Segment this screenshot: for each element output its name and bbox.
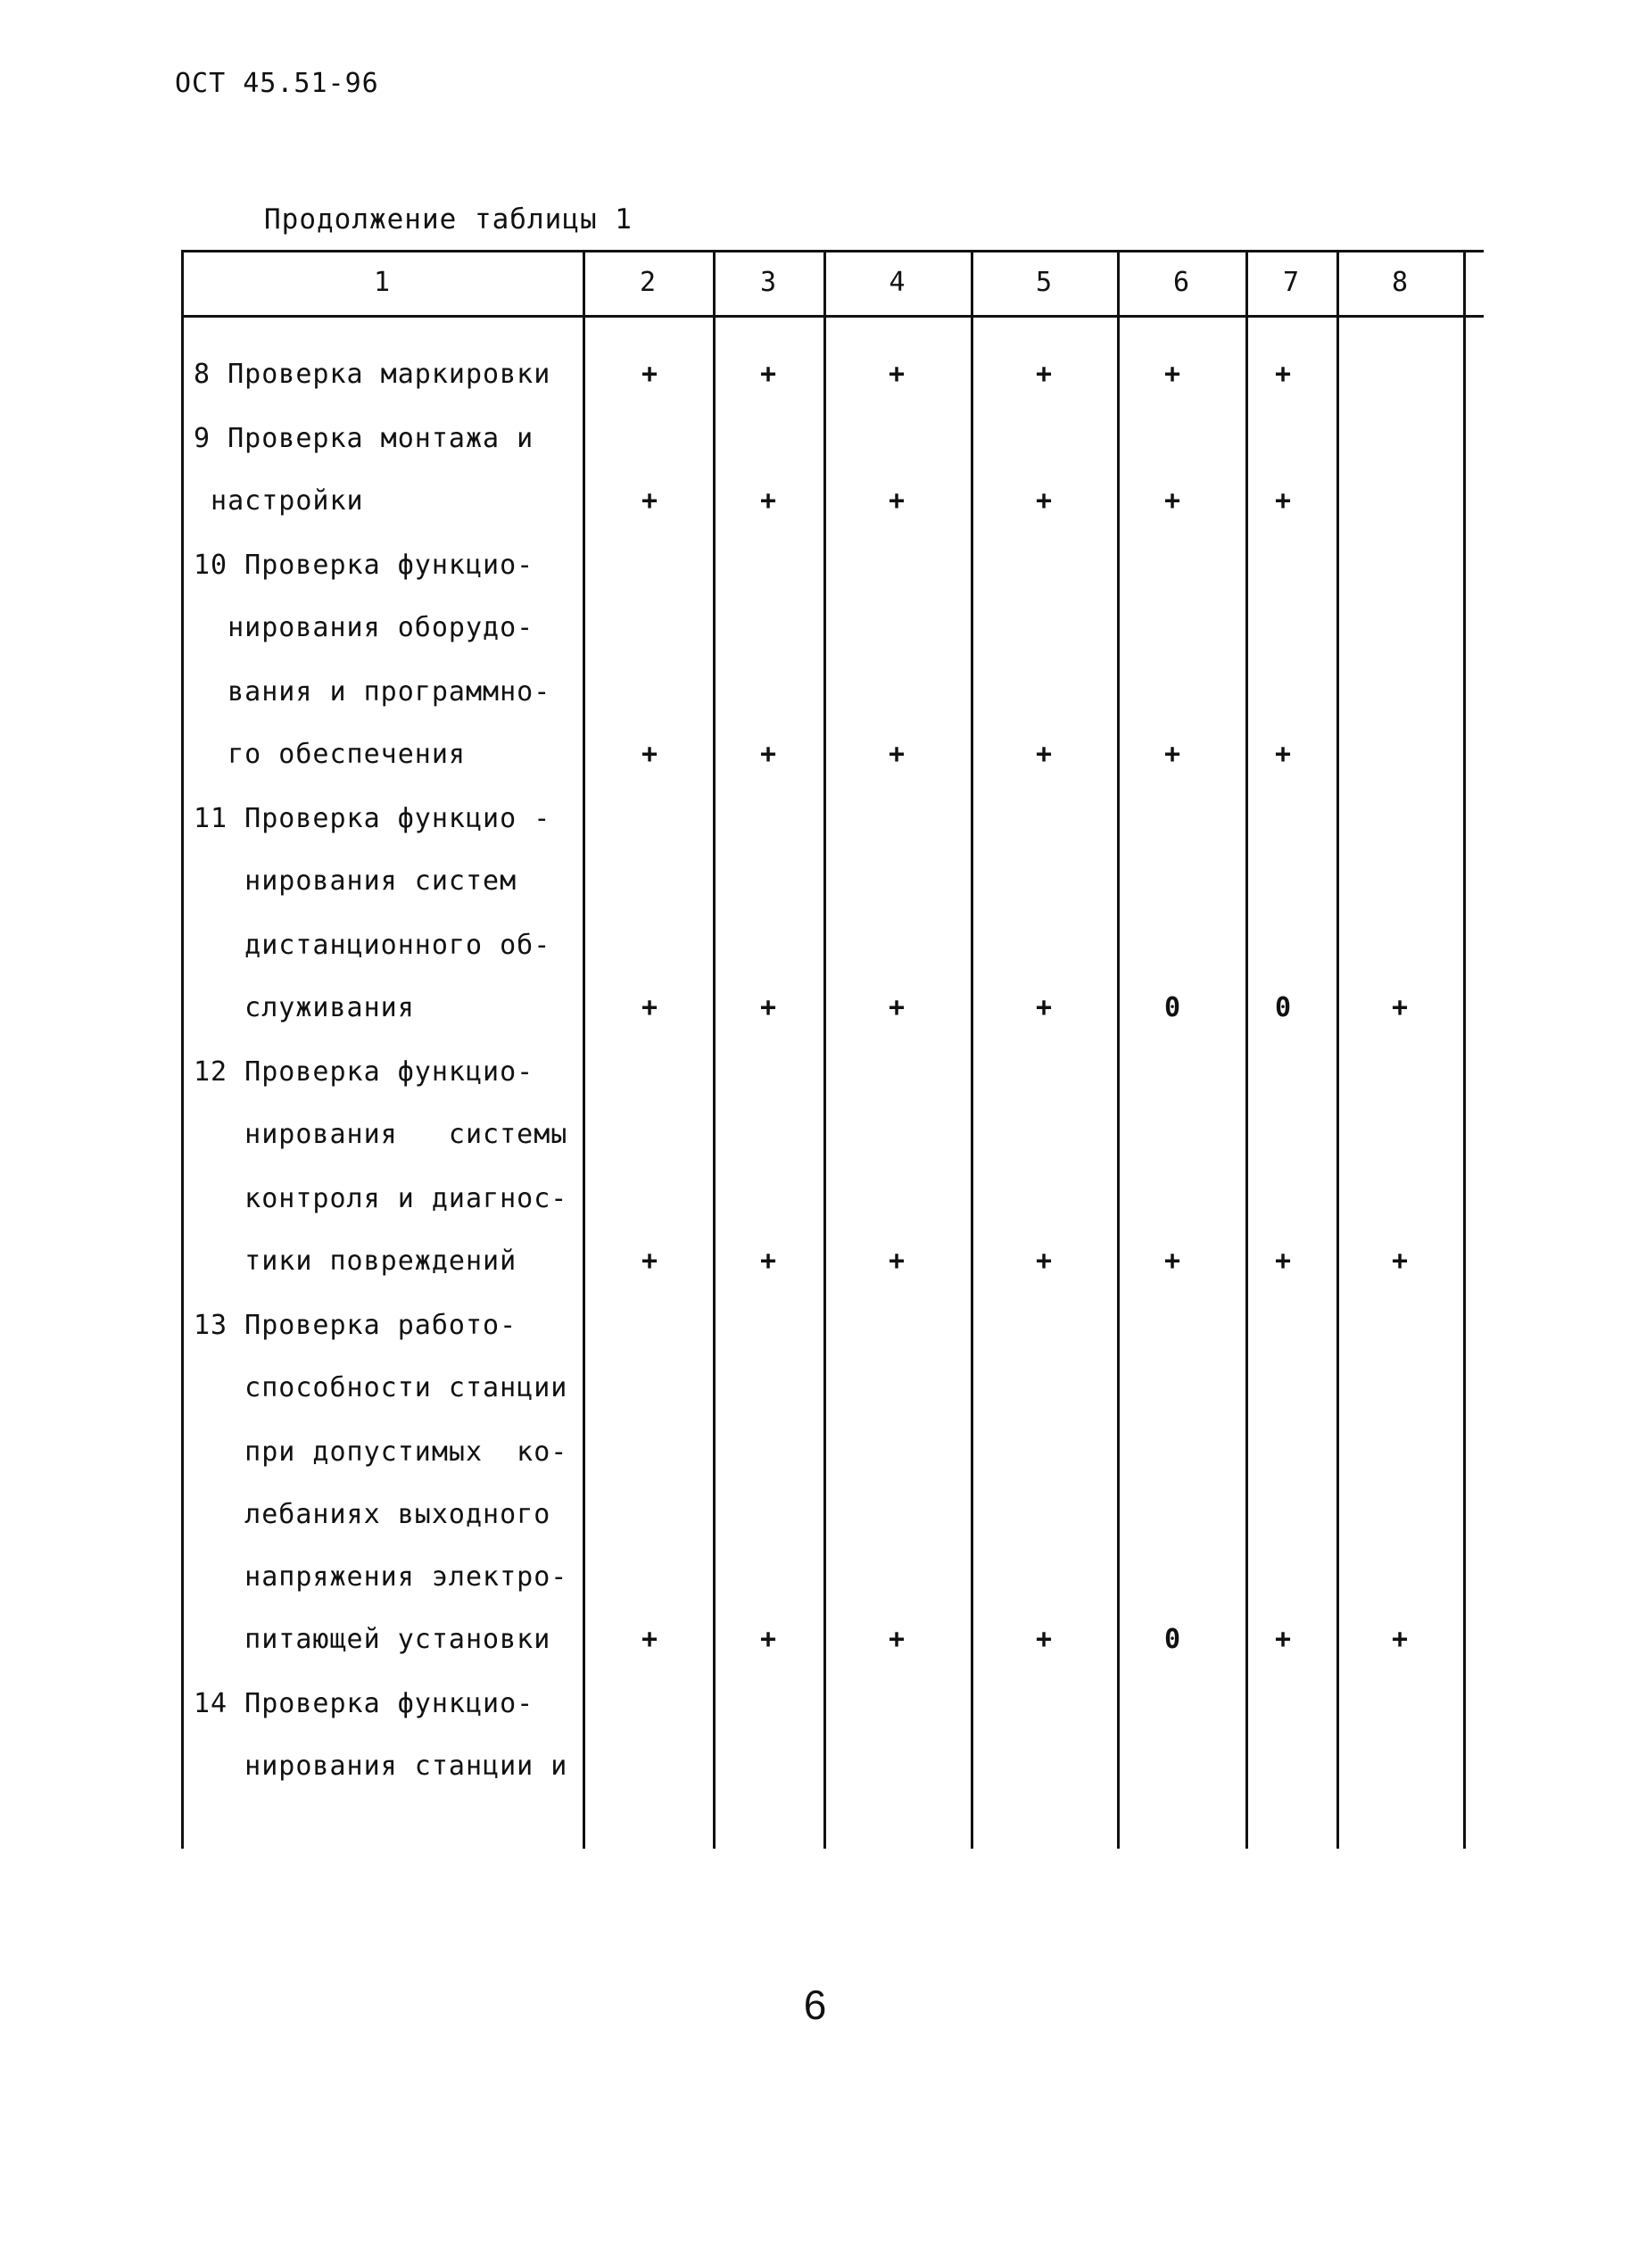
column-border xyxy=(583,250,585,1849)
column-header: 1 xyxy=(373,267,391,298)
column-header: 8 xyxy=(1391,267,1409,298)
mark-cell: + xyxy=(1035,359,1053,390)
column-header: 2 xyxy=(639,267,657,298)
column-border xyxy=(1245,250,1248,1849)
mark-cell: + xyxy=(1163,1246,1181,1277)
check-item-text: нирования оборудо- xyxy=(194,612,534,643)
mark-cell: + xyxy=(888,1246,906,1277)
check-item-text: нирования станции и xyxy=(194,1751,568,1782)
inspection-table xyxy=(181,250,1484,1849)
mark-cell: + xyxy=(759,1246,777,1277)
mark-cell: 0 xyxy=(1274,992,1292,1023)
mark-cell: + xyxy=(641,1246,658,1277)
check-item-text: го обеспечения xyxy=(194,739,466,770)
column-border xyxy=(1336,250,1339,1849)
column-header: 7 xyxy=(1282,267,1300,298)
check-item-text: тики повреждений xyxy=(194,1246,517,1277)
check-item-text: 8 Проверка маркировки xyxy=(194,359,551,390)
column-border xyxy=(713,250,716,1849)
mark-cell: + xyxy=(759,739,777,770)
check-item-text: дистанционного об- xyxy=(194,930,551,961)
mark-cell: + xyxy=(1274,485,1292,517)
mark-cell: + xyxy=(759,359,777,390)
mark-cell: + xyxy=(1274,739,1292,770)
check-item-text: 12 Проверка функцио- xyxy=(194,1056,534,1088)
header-separator xyxy=(181,315,1484,318)
mark-cell: + xyxy=(888,485,906,517)
check-item-text: 9 Проверка монтажа и xyxy=(194,423,534,454)
check-item-text: способности станции xyxy=(194,1372,568,1403)
mark-cell: + xyxy=(888,992,906,1023)
mark-cell: + xyxy=(1274,359,1292,390)
check-item-text: напряжения электро- xyxy=(194,1561,568,1593)
column-border xyxy=(1463,250,1466,1849)
mark-cell: + xyxy=(1035,992,1053,1023)
check-item-text: лебаниях выходного xyxy=(194,1499,551,1530)
check-item-text: служивания xyxy=(194,992,415,1023)
column-border xyxy=(1117,250,1120,1849)
mark-cell: + xyxy=(759,1624,777,1655)
check-item-text: 11 Проверка функцио - xyxy=(194,803,551,834)
mark-cell: + xyxy=(759,485,777,517)
mark-cell: + xyxy=(888,739,906,770)
mark-cell: 0 xyxy=(1163,1624,1181,1655)
table-caption: Продолжение таблицы 1 xyxy=(264,203,633,236)
mark-cell: + xyxy=(1274,1246,1292,1277)
mark-cell: + xyxy=(641,739,658,770)
mark-cell: + xyxy=(1035,739,1053,770)
mark-cell: 0 xyxy=(1163,992,1181,1023)
mark-cell: + xyxy=(1035,1246,1053,1277)
mark-cell: + xyxy=(888,1624,906,1655)
mark-cell: + xyxy=(1391,1624,1409,1655)
mark-cell: + xyxy=(1035,485,1053,517)
mark-cell: + xyxy=(1391,992,1409,1023)
column-header: 3 xyxy=(759,267,777,298)
mark-cell: + xyxy=(641,359,658,390)
column-border xyxy=(181,250,184,1849)
page-number: 6 xyxy=(803,1982,827,2028)
mark-cell: + xyxy=(1163,485,1181,517)
check-item-text: настройки xyxy=(194,485,364,517)
mark-cell: + xyxy=(641,485,658,517)
mark-cell: + xyxy=(888,359,906,390)
column-header: 5 xyxy=(1035,267,1053,298)
check-item-text: нирования системы xyxy=(194,1119,568,1150)
mark-cell: + xyxy=(759,992,777,1023)
check-item-text: при допустимых ко- xyxy=(194,1436,568,1468)
mark-cell: + xyxy=(641,992,658,1023)
mark-cell: + xyxy=(1035,1624,1053,1655)
column-border xyxy=(971,250,973,1849)
mark-cell: + xyxy=(1163,359,1181,390)
column-header: 4 xyxy=(889,267,906,298)
document-code: ОСТ 45.51-96 xyxy=(175,68,379,99)
check-item-text: 13 Проверка работо- xyxy=(194,1310,517,1341)
check-item-text: 14 Проверка функцио- xyxy=(194,1688,534,1719)
mark-cell: + xyxy=(1163,739,1181,770)
mark-cell: + xyxy=(641,1624,658,1655)
column-header: 6 xyxy=(1172,267,1190,298)
check-item-text: контроля и диагнос- xyxy=(194,1183,568,1214)
mark-cell: + xyxy=(1274,1624,1292,1655)
column-border xyxy=(823,250,826,1849)
check-item-text: нирования систем xyxy=(194,865,517,897)
check-item-text: вания и программно- xyxy=(194,676,551,708)
check-item-text: питающей установки xyxy=(194,1624,551,1655)
check-item-text: 10 Проверка функцио- xyxy=(194,550,534,581)
mark-cell: + xyxy=(1391,1246,1409,1277)
